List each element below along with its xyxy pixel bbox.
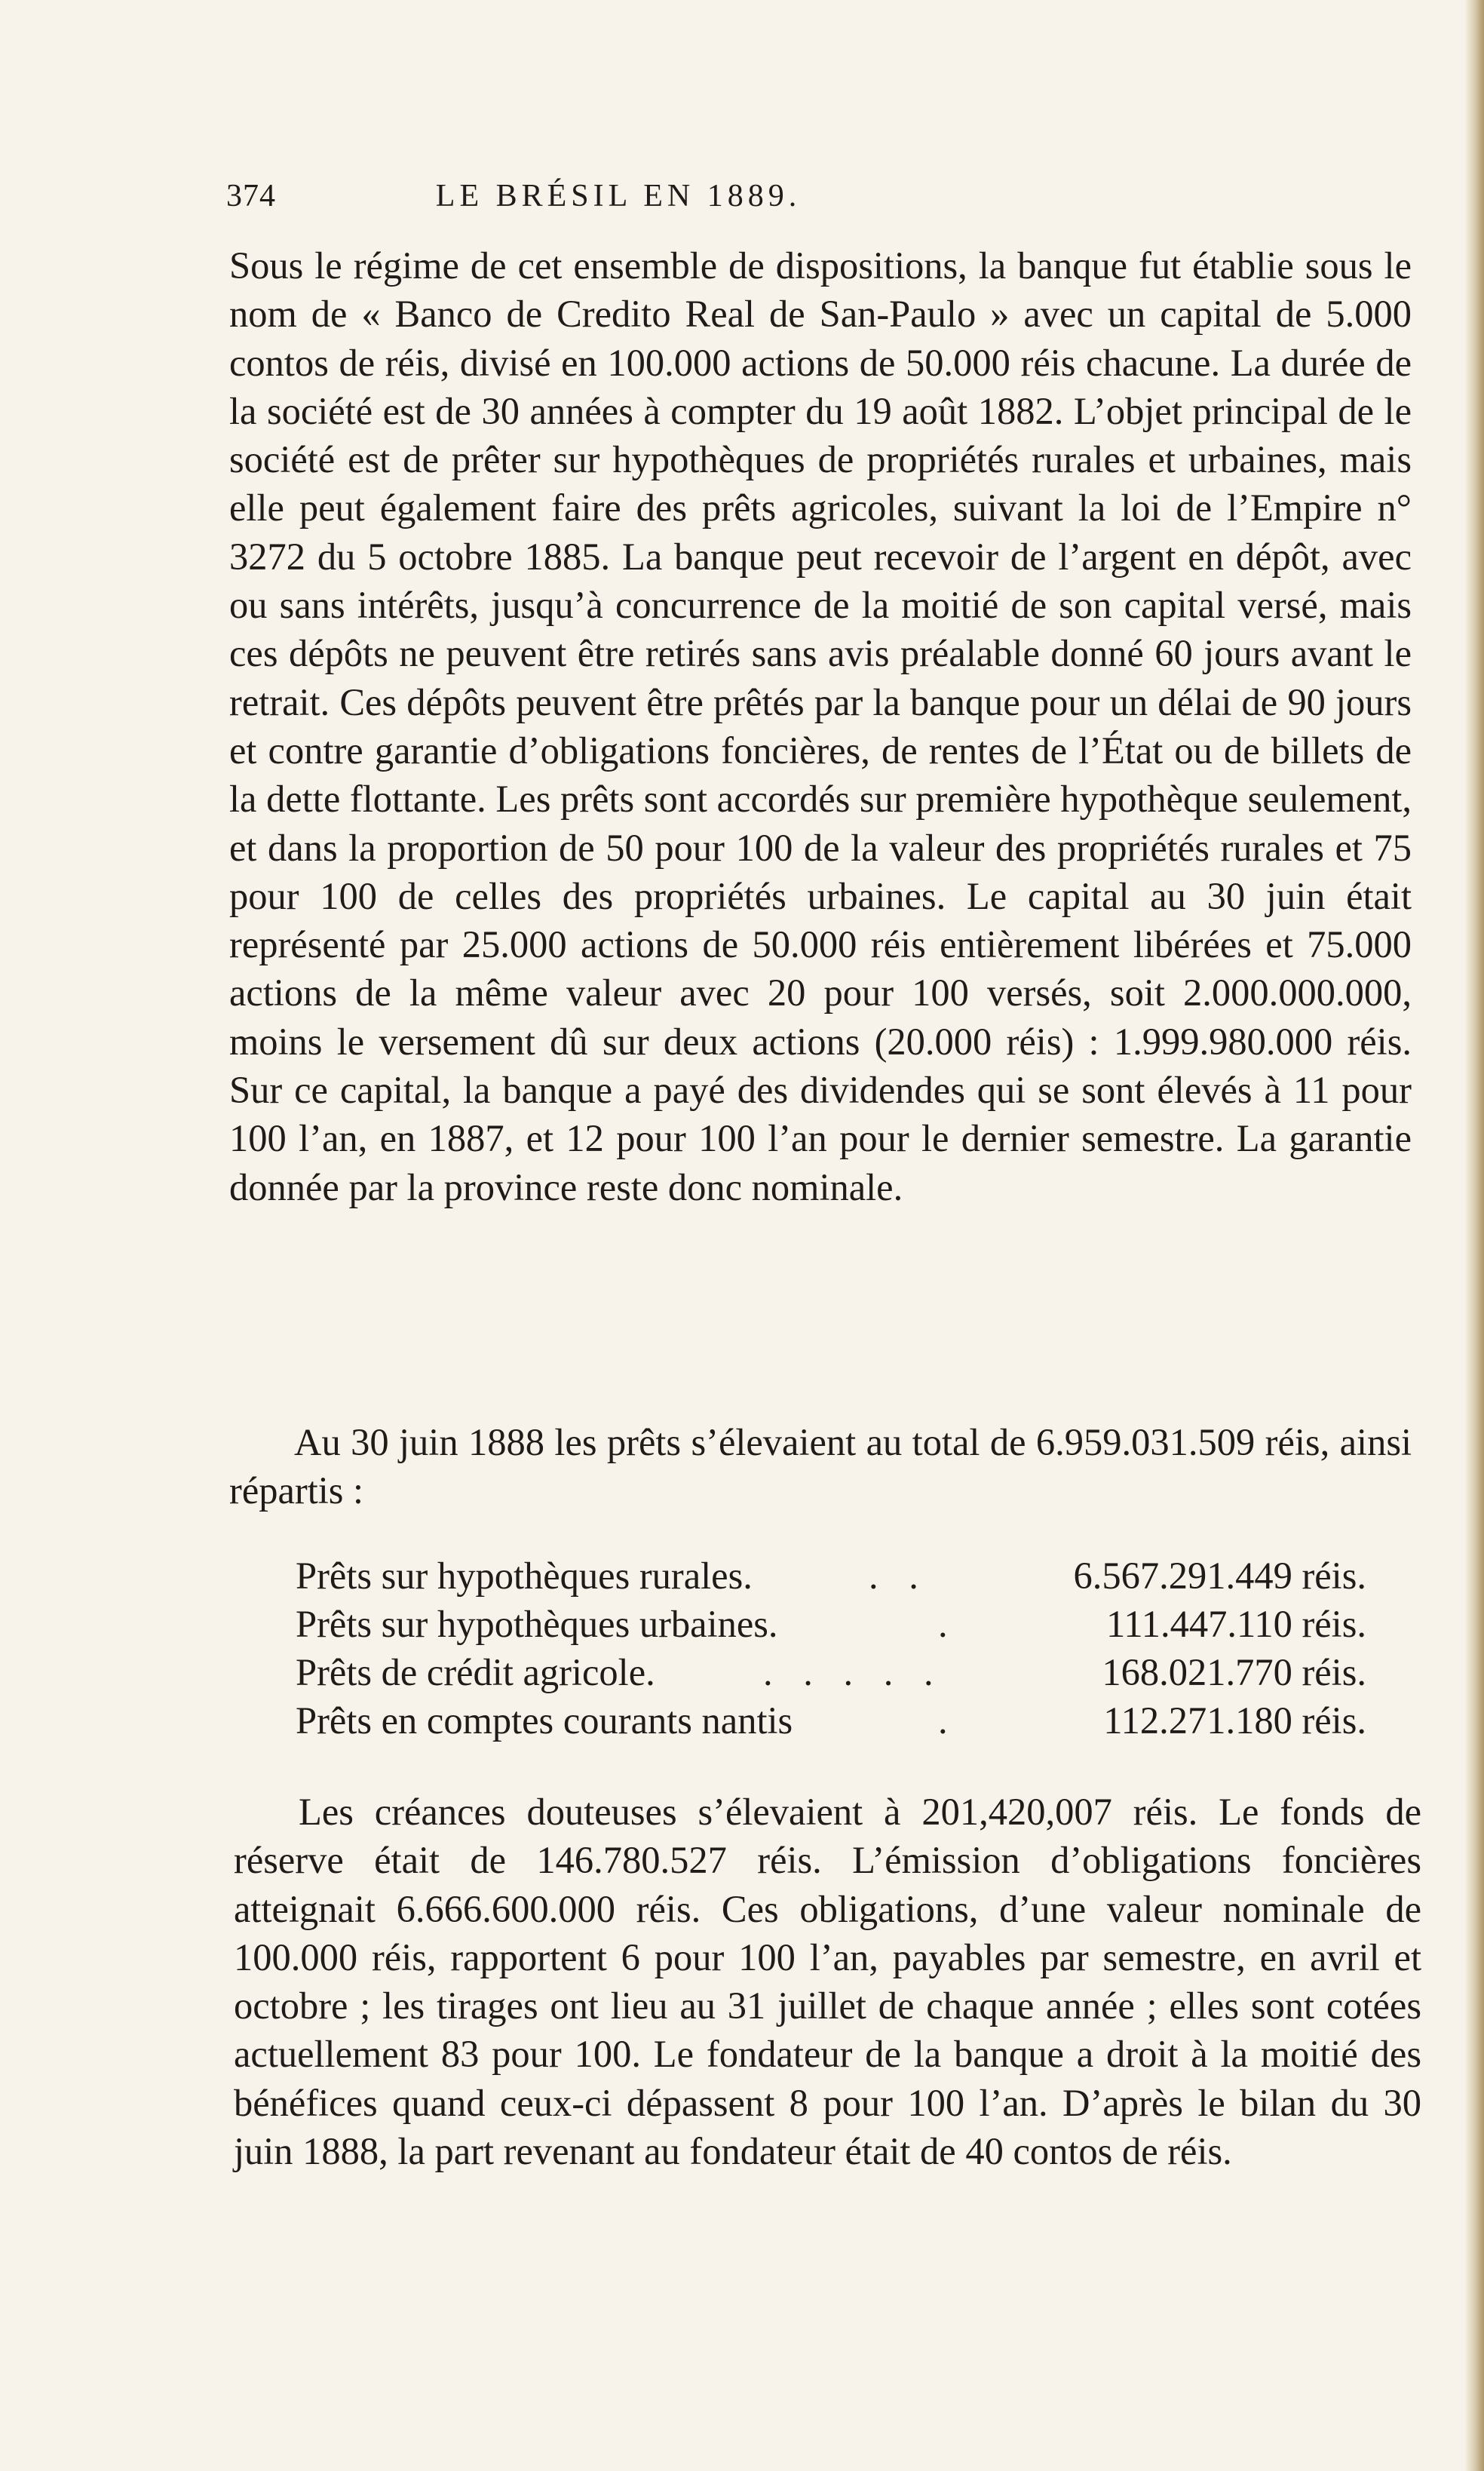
loan-label: Prêts de crédit agricole. [296, 1651, 655, 1693]
loan-row-urban [296, 1602, 1366, 1650]
running-title: LE BRÉSIL EN 1889. [435, 179, 802, 213]
loan-leader-dots: . . . . . [763, 1651, 944, 1693]
loan-leader-dots: . [938, 1699, 958, 1742]
page-edge-shadow [1464, 0, 1484, 2471]
running-header [226, 178, 1026, 223]
loan-label: Prêts en comptes courants nantis [296, 1699, 793, 1742]
loan-row-rural [296, 1554, 1366, 1602]
paragraph-reserves-bonds: Les créances douteuses s’élevaient à 201,420,007 réis. Le fonds de réserve était de 146.780.527 réis. L’émission d’obligations foncières atteignait 6.666.600.000 réis. Ces obligations, d’une valeur nominale de 100.000 réis, rapportent 6 pour 100 l’an, payables par semestre, en avril et octobre ; les tirages ont lieu au 31 juillet de chaque année ; elles sont cotées actuellement 83 pour 100. Le fondateur de la banque a droit à la moitié des bénéfices quand ceux-ci dépassent 8 pour 100 l’an. D’après le bilan du 30 juin 1888, la part revenant au fondateur était de 40 contos de réis. [234, 1791, 1421, 2173]
paragraph-loans-total: Au 30 juin 1888 les prêts s’élevaient au total de 6.959.031.509 réis, ainsi répartis : [229, 1421, 1412, 1512]
loan-leader-dots: . [938, 1603, 958, 1645]
loan-leader-dots: . . [869, 1555, 929, 1597]
loan-amount: 112.271.180 réis. [1103, 1699, 1366, 1742]
paragraph-bank-statutes: Sous le régime de cet ensemble de dispositions, la banque fut établie sous le nom de « Banco de Credito Real de San-Paulo » avec un capital de 5.000 contos de réis, divisé en 100.000 actions de 50.000 réis chacune. La durée de la société est de 30 années à compter du 19 août 1882. L’objet principal de le société est de prêter sur hypothèques de propriétés rurales et urbaines, mais elle peut également faire des prêts agricoles, suivant la loi de l’Empire n° 3272 du 5 octobre 1885. La banque peut recevoir de l’argent en dépôt, avec ou sans intérêts, jusqu’à concurrence de la moitié de son capital versé, mais ces dépôts ne peuvent être retirés sans avis préalable donné 60 jours avant le retrait. Ces dépôts peuvent être prêtés par la banque pour un délai de 90 jours et contre garantie d’obligations foncières, de rentes de l’État ou de billets de la dette flottante. Les prêts sont accordés sur première hypothèque seulement, et dans la proportion de 50 pour 100 de la valeur des propriétés rurales et 75 pour 100 de celles des propriétés urbaines. Le capital au 30 juin était représenté par 25.000 actions de 50.000 réis entièrement libérées et 75.000 actions de la même valeur avec 20 pour 100 versés, soit 2.000.000.000, moins le versement dû sur deux actions (20.000 réis) : 1.999.980.000 réis. Sur ce capital, la banque a payé des dividendes qui se sont élevés à 11 pour 100 l’an, en 1887, et 12 pour 100 l’an pour le dernier semestre. La garantie donnée par la province reste donc nominale. [229, 244, 1412, 1208]
loan-row-current-accounts [296, 1699, 1366, 1747]
loan-label: Prêts sur hypothèques urbaines. [296, 1603, 778, 1645]
loan-amount: 111.447.110 réis. [1105, 1603, 1366, 1645]
loans-breakdown-table [296, 1554, 1366, 1747]
loan-amount: 6.567.291.449 réis. [1073, 1555, 1366, 1597]
loan-label: Prêts sur hypothèques rurales. [296, 1555, 753, 1597]
page-number: 374 [226, 179, 276, 213]
loan-amount: 168.021.770 réis. [1102, 1651, 1366, 1693]
loan-row-agricultural [296, 1650, 1366, 1699]
